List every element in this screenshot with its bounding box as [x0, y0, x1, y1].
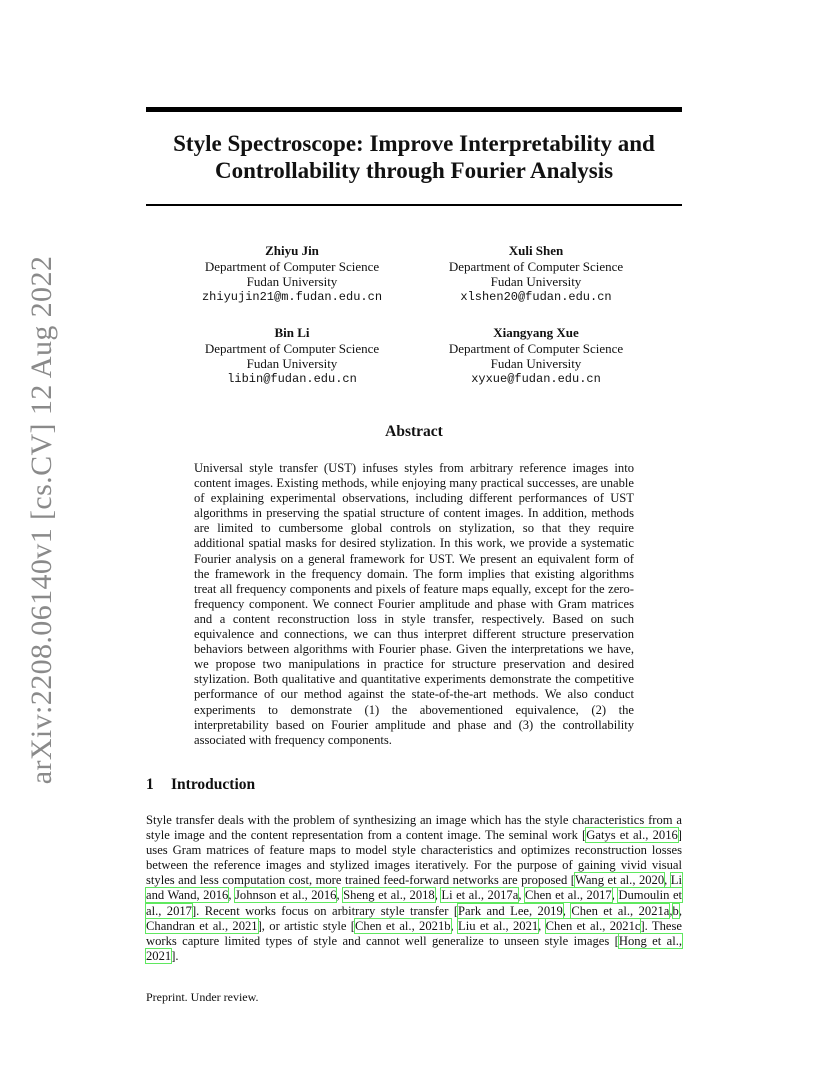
citation-link[interactable]: Liu et al., 2021: [458, 918, 539, 933]
citation-link[interactable]: Dumoulin et al., 2017: [146, 888, 683, 918]
citation-link[interactable]: Chen et al., 2021a: [571, 903, 670, 918]
author-university: Fudan University: [246, 274, 338, 289]
author-email[interactable]: xyxue@fudan.edu.cn: [471, 371, 601, 386]
author-affiliation: Department of Computer Science: [448, 258, 624, 274]
citation-separator: ,: [562, 903, 572, 918]
author-university: Fudan University: [490, 356, 582, 371]
citation-separator: ,: [611, 888, 619, 903]
author-email[interactable]: xlshen20@fudan.edu.cn: [460, 289, 612, 304]
abstract-text: Universal style transfer (UST) infuses styles from arbitrary reference images into content images. Existing methods, while enjoying many practical successes, are unable of explaining experimental observations, including different performances of UST algorithms in preserving the spatial structure of content images. In addition, methods are limited to cumbersome global controls on stylization, so that they require additional spatial masks for desired stylization. In this work, we provide a systematic Fourier analysis on a general framework for UST. We present an equivalent form of the framework in the frequency domain. The form implies that existing algorithms treat all frequency components and pixels of feature maps equally, except for the zero-frequency component. We connect Fourier amplitude and phase with Gram matrices and a content reconstruction loss in style transfer, respectively. Based on such equivalence and connections, we can thus interpret different structure preservation behaviors between algorithms with Fourier phase. Given the interpretations we have, we propose two manipulations in practice for structure preservation and desired stylization. Both qualitative and quantitative experiments demonstrate the competitive performance of our method against the state-of-the-art methods. We also conduct experiments to demonstrate (1) the abovementioned equivalence, (2) the interpretability based on Fourier amplitude and phase and (3) the controllability associated with frequency components.: [194, 461, 634, 747]
author-block: [162, 325, 422, 387]
intro-text: ]. Recent works focus on arbitrary style transfer [: [191, 903, 459, 918]
abstract-heading: Abstract: [385, 423, 443, 440]
citation-link[interactable]: Li et al., 2017a: [441, 888, 519, 903]
footer-note: Preprint. Under review.: [146, 990, 259, 1004]
citation-separator: ,: [336, 888, 344, 903]
author-email[interactable]: libin@fudan.edu.cn: [227, 371, 357, 386]
citation-separator: ,: [228, 888, 235, 903]
author-university: Fudan University: [246, 356, 338, 371]
author-affiliation: Department of Computer Science: [204, 258, 380, 274]
citation-link[interactable]: b: [672, 903, 679, 918]
citation-separator: ,: [518, 888, 525, 903]
section-title: Introduction: [171, 776, 256, 793]
author-name: Xiangyang Xue: [493, 325, 579, 340]
section-number: 1: [146, 776, 154, 793]
section-heading: [146, 776, 255, 794]
citation-link[interactable]: Wang et al., 2020: [574, 873, 665, 888]
title-line-2: Controllability through Fourier Analysis: [214, 158, 614, 183]
author-affiliation: Department of Computer Science: [448, 340, 624, 356]
citation-separator: ,: [450, 918, 459, 933]
author-block: [162, 243, 422, 305]
citation-link[interactable]: Johnson et al., 2016: [235, 888, 337, 903]
citation-separator: ,: [538, 918, 546, 933]
author-name: Zhiyu Jin: [265, 243, 319, 258]
author-name: Xuli Shen: [508, 243, 564, 258]
title-line-1: Style Spectroscope: Improve Interpretability and: [173, 131, 655, 156]
author-block: [406, 325, 666, 387]
title-top-rule: [146, 107, 682, 112]
intro-text: ], or artistic style [: [257, 918, 356, 933]
author-name: Bin Li: [274, 325, 310, 340]
citation-link[interactable]: Chen et al., 2017: [524, 888, 612, 903]
citation-link[interactable]: Chandran et al., 2021: [146, 918, 258, 933]
title-bottom-rule: [146, 204, 682, 206]
intro-text: ]. These works capture limited types of style and cannot well generalize to unseen style images [: [146, 918, 682, 948]
citation-link[interactable]: Chen et al., 2021c: [545, 918, 641, 933]
intro-paragraph: Style transfer deals with the problem of synthesizing an image which has the style characteristics from a style image and the content representation from a content image. The seminal work [Gatys et al., 2016] uses Gram matrices of feature maps to model style characteristics and optimizes reconstruction losses between the reference images and stylized images iteratively. For the purpose of gaining vivid visual styles and less computation cost, more trained feed-forward networks are proposed [Wang et al., 2020, Li and Wand, 2016, Johnson et al., 2016, Sheng et al., 2018, Li et al., 2017a, Chen et al., 2017, Dumoulin et al., 2017]. Recent works focus on arbitrary style transfer [Park and Lee, 2019, Chen et al., 2021a,b, Chandran et al., 2021], or artistic style [Chen et al., 2021b, Liu et al., 2021, Chen et al., 2021c]. These works capture limited types of style and cannot well generalize to unseen style images [Hong et al., 2021].: [146, 813, 683, 963]
citation-link[interactable]: Sheng et al., 2018: [343, 888, 435, 903]
intro-text: ] uses Gram matrices of feature maps to model style characteristics and optimizes reconstruction losses between the reference images and stylized images iteratively. For the purpose of gaining vivid visual styles and less computation cost, more trained feed-forward networks are proposed [: [146, 828, 682, 888]
author-email[interactable]: zhiyujin21@m.fudan.edu.cn: [201, 289, 383, 304]
paper-title: [146, 130, 682, 184]
citation-separator: ,: [434, 888, 442, 903]
intro-text: ].: [171, 948, 179, 963]
citation-separator: ,: [678, 903, 682, 918]
intro-text: Style transfer deals with the problem of synthesizing an image which has the style characteristics from a style image and the content representation from a content image. The seminal work [: [146, 813, 682, 843]
author-block: [406, 243, 666, 305]
author-affiliation: Department of Computer Science: [204, 340, 380, 356]
author-university: Fudan University: [490, 274, 582, 289]
citation-link[interactable]: Hong et al., 2021: [146, 933, 682, 963]
citation-link[interactable]: Chen et al., 2021b: [355, 918, 451, 933]
arxiv-identifier: arXiv:2208.06140v1 [cs.CV] 12 Aug 2022: [25, 255, 58, 785]
citation-link[interactable]: Gatys et al., 2016: [586, 828, 678, 843]
citation-link[interactable]: Li and Wand, 2016: [146, 873, 682, 903]
citation-link[interactable]: Park and Lee, 2019: [458, 903, 563, 918]
citation-separator: ,: [664, 873, 671, 888]
